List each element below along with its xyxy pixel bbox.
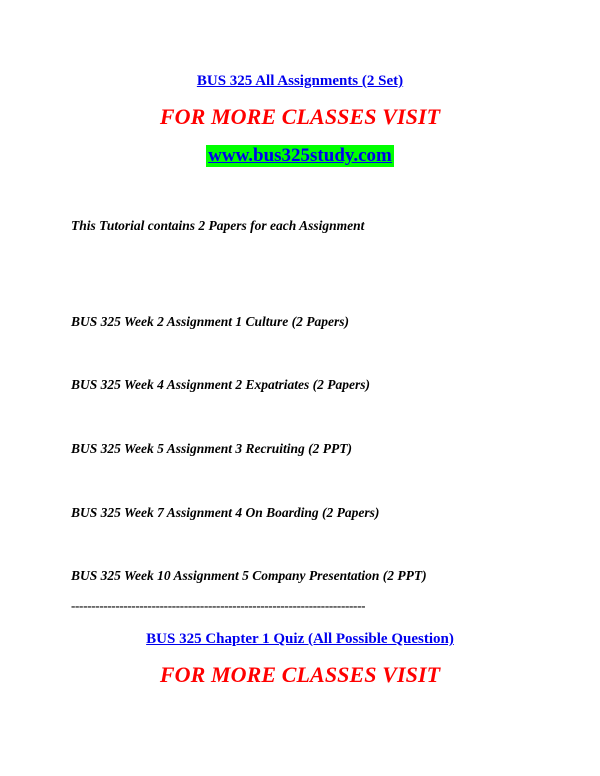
intro-text: This Tutorial contains 2 Papers for each Assignment (71, 218, 365, 233)
assignment-item: BUS 325 Week 7 Assignment 4 On Boarding (2 Papers) (71, 505, 380, 520)
quiz-row (0, 630, 600, 648)
assignment-item: BUS 325 Week 10 Assignment 5 Company Presentation (2 PPT) (71, 568, 427, 583)
assignment-item: BUS 325 Week 4 Assignment 2 Expatriates (2 Papers) (71, 377, 371, 392)
assignment-item: BUS 325 Week 5 Assignment 3 Recruiting (2 PPT) (71, 441, 353, 456)
site-row (0, 145, 600, 167)
title-link[interactable]: BUS 325 All Assignments (2 Set) (196, 73, 404, 89)
title-row (0, 72, 600, 90)
divider-line: ------------------------------------------------------------------------- (71, 598, 366, 613)
visit-text: FOR MORE CLASSES VISIT (159, 104, 441, 129)
visit-text: FOR MORE CLASSES VISIT (159, 662, 441, 687)
visit-banner-top (0, 104, 600, 130)
assignment-item: BUS 325 Week 2 Assignment 1 Culture (2 Papers) (71, 314, 350, 329)
site-link[interactable]: www.bus325study.com (208, 145, 392, 166)
visit-banner-bottom (0, 662, 600, 688)
quiz-link[interactable]: BUS 325 Chapter 1 Quiz (All Possible Question) (146, 631, 454, 647)
